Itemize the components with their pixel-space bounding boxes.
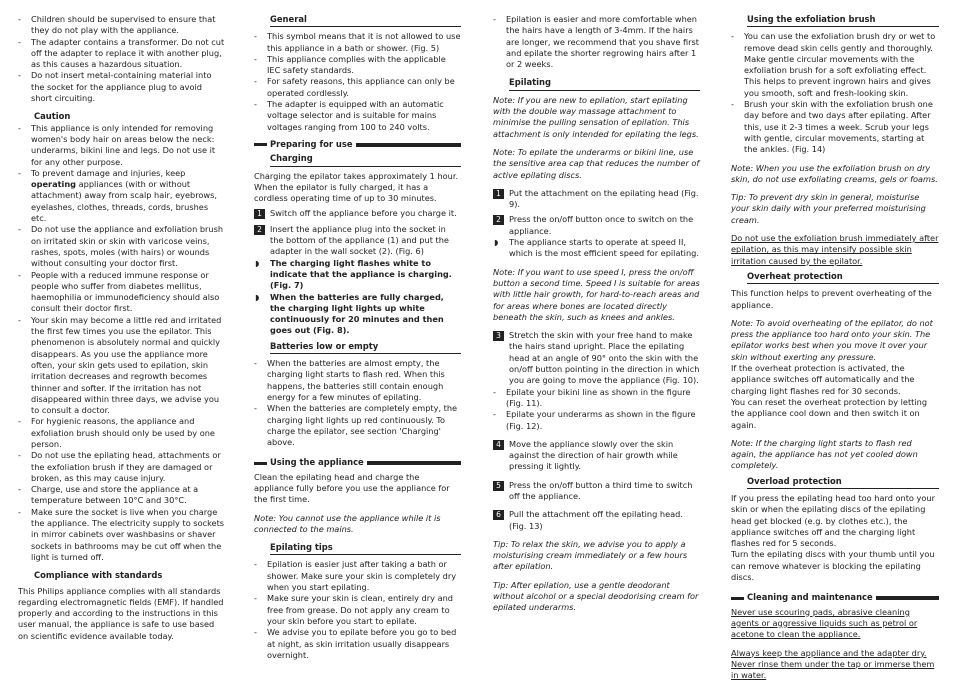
list-item: - Epilate your bikini line as shown in the figure (Fig. 11). (493, 387, 700, 410)
tips-heading: Epilating tips (270, 542, 461, 555)
section-title: Preparing for use (270, 138, 353, 149)
list-item: - Your skin may become a little red and irritated the first few times you use the epilator. This phenomenon is absolutely normal and quickly disappears. As you use the appliance more often, your skin gets used to epilation, skin irritation decreases and regrowth becomes thinner and softer. If the irritation has not disappeared within three days, we advise you to consult a doctor. (18, 315, 225, 417)
step-item (493, 214, 700, 237)
list-item: - For safety reasons, this appliance can only be operated cordlessly. (254, 76, 461, 99)
section-header-cleaning (731, 592, 939, 603)
overheat-heading: Overheat protection (747, 271, 939, 284)
using-note: Note: You cannot use the appliance while it is connected to the mains. (254, 512, 441, 534)
section-title: Using the appliance (270, 457, 364, 468)
step-text: Press the on/off button once to switch on the appliance. (509, 214, 694, 236)
step-number: 3 (493, 331, 504, 341)
overload-heading: Overload protection (747, 476, 939, 489)
column-3 (493, 14, 700, 614)
overload-text: If you press the epilating head too hard onto your skin or when the epilating discs of the epilating head get blocked (e.g. by clothes etc.), the appliance switches off and the charging light flashes red for 5 seconds. (731, 492, 935, 549)
note: Note: To epilate the underarms or bikini line, use the sensitive area cap that reduces the number of active epilating discs. (493, 146, 700, 180)
list-item: - When the batteries are completely empty, the charging light lights up red continuously. To charge the epilator, see section 'Charging' above. (254, 403, 461, 448)
step-number: 2 (493, 215, 504, 225)
list-item: - People with a reduced immune response or people who suffer from diabetes mellitus, haemophilia or immunodeficiency should also consult their doctor first. (18, 270, 225, 315)
list-item: - Do not use the appliance and exfoliation brush on irritated skin or skin with varicose veins, rashes, spots, moles (with hairs) or wounds without consulting your doctor first. (18, 224, 225, 269)
step-text: Move the appliance slowly over the skin against the direction of hair growth while pressing it lightly. (509, 438, 678, 472)
list-item: - Children should be supervised to ensure that they do not play with the appliance. (18, 14, 225, 37)
section-header-using (254, 457, 461, 468)
list-item: - The adapter is equipped with an automatic voltage selector and is suitable for mains voltages ranging from 100 to 240 volts. (254, 99, 461, 133)
column-4 (731, 14, 939, 681)
step-text: Switch off the appliance before you charge it. (270, 208, 457, 219)
step-item (493, 439, 700, 473)
list-item: - This appliance is only intended for removing women's body hair on areas below the neck: underarms, bikini line and legs. Do not use it for any other purpose. (18, 123, 225, 168)
list-item: - Epilation is easier and more comfortable when the hairs have a length of 3-4mm. If the hairs are longer, we recommend that you shave first and epilate the shorter regrowing hairs after 1 or 2 weeks. (493, 14, 700, 70)
list-item: - You can use the exfoliation brush dry or wet to remove dead skin cells gently and thoroughly. Make gentle circular movements with the exfoliation brush for a soft exfoliating effect. This helps to prevent ingrown hairs and gives you smooth, soft and fresh-looking skin. (731, 31, 939, 99)
item-text: To prevent damage and injuries, keep (31, 167, 186, 178)
charging-heading: Charging (270, 153, 461, 166)
overheat-text: You can reset the overheat protection by letting the appliance cool down and then switch it on again. (731, 396, 928, 430)
note: Note: If you want to use speed I, press the on/off button a second time. Speed I is suitable for areas with little hair growth, for hard-to-reach areas and for areas where bones are located directly beneath the skin, such as knees and ankles. (493, 266, 700, 322)
note: Note: When you use the exfoliation brush on dry skin, do not use exfoliating creams, gels or foams. (731, 162, 938, 184)
note: Note: To avoid overheating of the epilator, do not press the appliance too hard onto your skin. The epilator works best when you move it over your skin without exerting any pressure. (731, 317, 933, 362)
step-item (493, 188, 700, 211)
step-text: Stretch the skin with your free hand to make the hairs stand upright. Place the epilating head at an angle of 90° onto the skin with the on/off button pointing in the direction in which you are going to move the appliance (Fig. 10). (509, 330, 700, 386)
list-item: - We advise you to epilate before you go to bed at night, as skin irritation usually disappears overnight. (254, 627, 461, 661)
bullet-item: ◗ When the batteries are fully charged, the charging light lights up white continuously for 20 minutes and then goes out (Fig. 8). (254, 292, 461, 337)
step-item (493, 480, 700, 503)
step-number: 2 (254, 225, 265, 235)
overload-text: Turn the epilating discs with your thumb until you can remove whatever is blocking the epilating discs. (731, 549, 935, 583)
tip: Tip: To prevent dry skin in general, moisturise your skin daily with your preferred moisturising cream. (731, 192, 926, 225)
section-header-preparing (254, 139, 461, 150)
list-item: - Make sure your skin is clean, entirely dry and free from grease. Do not apply any cream to your skin before you start to epilate. (254, 593, 461, 627)
column-1 (18, 14, 225, 642)
epilating-heading: Epilating (509, 77, 700, 90)
list-item: - Epilation is easier just after taking a bath or shower. Make sure your skin is completely dry when you start epilating. (254, 559, 461, 593)
overheat-text: If the overheat protection is activated, the appliance switches off automatically and the charging light flashes red for 30 seconds. (731, 363, 915, 396)
step-number: 1 (254, 209, 265, 219)
item-text: appliances (with or without attachment) away from scalp hair, eyebrows, eyelashes, clothes, threads, cords, brushes etc. (31, 179, 217, 224)
using-text: Clean the epilating head and charge the appliance fully before you use the appliance for the first time. (254, 471, 450, 505)
bullet-item: ◗ The appliance starts to operate at speed II, which is the most efficient speed for epilating. (493, 237, 700, 260)
column-2 (254, 14, 461, 661)
brush-heading: Using the exfoliation brush (747, 14, 939, 27)
list-item: - Do not use the epilating head, attachments or the exfoliation brush if they are damaged or broken, as this may cause injury. (18, 450, 225, 484)
list-item: - This appliance complies with the applicable IEC safety standards. (254, 54, 461, 77)
list-item (18, 168, 225, 224)
step-item (254, 224, 461, 258)
warning-text: Never use scouring pads, abrasive cleaning agents or aggressive liquids such as petrol or acetone to clean the appliance. (731, 606, 918, 640)
compliance-text: This Philips appliance complies with all standards regarding electromagnetic fields (EMF). If handled properly and according to the instructions in this user manual, the appliance is safe to use based on scientific evidence available today. (18, 585, 224, 641)
section-title: Cleaning and maintenance (747, 592, 873, 603)
bullet-item: ◗ The charging light flashes white to indicate that the appliance is charging. (Fig. 7) (254, 258, 461, 292)
tip: Tip: After epilation, use a gentle deodorant without alcohol or a special deodorising cream for epilated underarms. (493, 579, 699, 613)
list-item: - Do not insert metal-containing material into the socket for the appliance plug to avoid short circuiting. (18, 70, 225, 104)
step-item (493, 330, 700, 386)
step-text: Insert the appliance plug into the socket in the bottom of the appliance (1) and put the adapter in the wall socket (2). (Fig. 6) (270, 223, 449, 257)
warning-text: Do not use the exfoliation brush immediately after epilation, as this may intensify possible skin irritation caused by the epilator. (731, 233, 939, 266)
list-item: - Epilate your underarms as shown in the figure (Fig. 12). (493, 409, 700, 432)
note: Note: If you are new to epilation, start epilating with the double way massage attachment to minimise the pulling sensation of epilation. This attachment is only intended for epilating the legs. (493, 94, 699, 139)
list-item: - Charge, use and store the appliance at a temperature between 10°C and 30°C. (18, 484, 225, 507)
item-bold-text: operating (31, 179, 77, 190)
tip: Tip: To relax the skin, we advise you to apply a moisturising cream immediately or a few hours after epilation. (493, 538, 688, 572)
step-number: 1 (493, 189, 504, 199)
charging-intro: Charging the epilator takes approximately 1 hour. When the epilator is fully charged, it has a cordless operating time of up to 30 minutes. (254, 170, 459, 204)
warning-text: Always keep the appliance and the adapter dry. Never rinse them under the tap or immerse them in water. (731, 647, 935, 681)
step-number: 4 (493, 440, 504, 450)
compliance-heading: Compliance with standards (34, 570, 163, 581)
list-item: - When the batteries are almost empty, the charging light starts to flash red. When this happens, the batteries still contain enough energy for a few minutes of epilating. (254, 358, 461, 403)
step-text: Pull the attachment off the epilating head. (Fig. 13) (509, 509, 683, 531)
step-text: Put the attachment on the epilating head (Fig. 9). (509, 187, 699, 210)
step-number: 6 (493, 510, 504, 520)
note: Note: If the charging light starts to flash red again, the appliance has not yet cooled down completely. (731, 437, 918, 471)
list-item: - This symbol means that it is not allowed to use this appliance in a bath or shower. (Fig. 5) (254, 31, 461, 54)
step-item (493, 509, 700, 532)
caution-heading: Caution (34, 111, 71, 122)
overheat-text: This function helps to prevent overheating of the appliance. (731, 288, 932, 310)
list-item: - Brush your skin with the exfoliation brush one day before and two days after epilating. After this, use it 2-3 times a week. Scrub your legs with gentle, circular movements, starting at the ankles. (Fig. 14) (731, 99, 939, 155)
step-number: 5 (493, 481, 504, 491)
list-item: - For hygienic reasons, the appliance and exfoliation brush should only be used by one person. (18, 416, 225, 450)
step-text: Press the on/off button a third time to switch off the appliance. (509, 479, 693, 501)
step-item (254, 208, 461, 219)
batteries-low-heading: Batteries low or empty (270, 341, 461, 354)
list-item: - Make sure the socket is live when you charge the appliance. The electricity supply to sockets in mirror cabinets over washbasins or shaver sockets in bathrooms may be cut off when the light is turned off. (18, 507, 225, 563)
general-heading: General (270, 14, 461, 27)
list-item: - The adapter contains a transformer. Do not cut off the adapter to replace it with another plug, as this causes a hazardous situation. (18, 37, 225, 71)
